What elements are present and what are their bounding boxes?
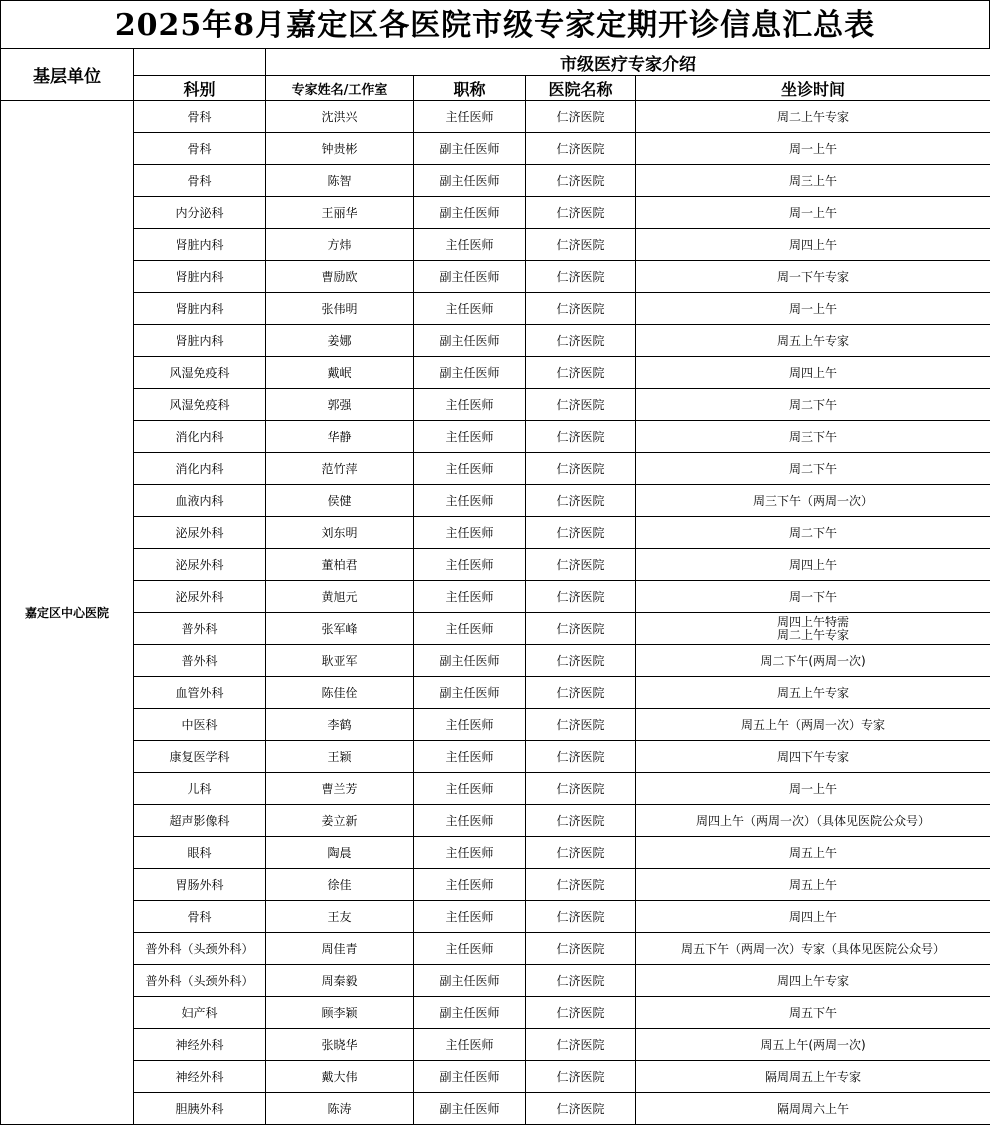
- dept-cell: 胃肠外科: [134, 869, 266, 901]
- page-title: 2025年8月嘉定区各医院市级专家定期开诊信息汇总表: [0, 0, 990, 48]
- rank-cell: 主任医师: [414, 613, 526, 645]
- clinic-time-cell: 周四上午: [636, 229, 990, 261]
- hospital-cell: 仁济医院: [526, 325, 636, 357]
- expert-name-cell: 陈涛: [266, 1093, 414, 1125]
- dept-cell: 骨科: [134, 901, 266, 933]
- hospital-cell: 仁济医院: [526, 517, 636, 549]
- dept-cell: 中医科: [134, 709, 266, 741]
- table-row: [1, 229, 990, 261]
- expert-name-cell: 王友: [266, 901, 414, 933]
- rank-cell: 副主任医师: [414, 645, 526, 677]
- dept-cell: 眼科: [134, 837, 266, 869]
- clinic-time-cell: 周四上午（两周一次）（具体见医院公众号）: [636, 805, 990, 837]
- table-row: [1, 741, 990, 773]
- table-row: [1, 1093, 990, 1125]
- rank-cell: 副主任医师: [414, 997, 526, 1029]
- rank-cell: 副主任医师: [414, 1093, 526, 1125]
- table-row: [1, 549, 990, 581]
- rank-cell: 副主任医师: [414, 325, 526, 357]
- dept-cell: 肾脏内科: [134, 229, 266, 261]
- expert-name-cell: 张军峰: [266, 613, 414, 645]
- table-row: [1, 869, 990, 901]
- rank-cell: 主任医师: [414, 805, 526, 837]
- hospital-cell: 仁济医院: [526, 773, 636, 805]
- rank-cell: 主任医师: [414, 709, 526, 741]
- dept-cell: 肾脏内科: [134, 325, 266, 357]
- dept-cell: 普外科: [134, 645, 266, 677]
- table-row: [1, 677, 990, 709]
- rank-cell: 主任医师: [414, 1029, 526, 1061]
- clinic-time-cell: 周五上午专家: [636, 677, 990, 709]
- table-row: [1, 933, 990, 965]
- dept-cell: 神经外科: [134, 1061, 266, 1093]
- table-row: [1, 1061, 990, 1093]
- dept-cell: 风湿免疫科: [134, 357, 266, 389]
- table-row: [1, 613, 990, 645]
- table-row: [1, 837, 990, 869]
- dept-cell: 普外科: [134, 613, 266, 645]
- rank-cell: 主任医师: [414, 421, 526, 453]
- table-row: [1, 197, 990, 229]
- hospital-cell: 仁济医院: [526, 613, 636, 645]
- hospital-cell: 仁济医院: [526, 1029, 636, 1061]
- clinic-time-cell: 周三下午（两周一次）: [636, 485, 990, 517]
- hospital-cell: 仁济医院: [526, 485, 636, 517]
- hospital-cell: 仁济医院: [526, 965, 636, 997]
- rank-cell: 主任医师: [414, 901, 526, 933]
- rank-cell: 主任医师: [414, 101, 526, 133]
- clinic-time-line: 周二上午专家: [776, 627, 849, 642]
- dept-cell: 泌尿外科: [134, 549, 266, 581]
- hospital-cell: 仁济医院: [526, 261, 636, 293]
- table-row: [1, 645, 990, 677]
- table-row: [1, 133, 990, 165]
- clinic-time-cell: 周三上午: [636, 165, 990, 197]
- hospital-cell: 仁济医院: [526, 805, 636, 837]
- expert-name-cell: 徐佳: [266, 869, 414, 901]
- expert-name-cell: 王颖: [266, 741, 414, 773]
- table-row: [1, 325, 990, 357]
- rank-cell: 副主任医师: [414, 1061, 526, 1093]
- expert-name-cell: 张晓华: [266, 1029, 414, 1061]
- expert-name-cell: 陈佳佺: [266, 677, 414, 709]
- hospital-cell: 仁济医院: [526, 357, 636, 389]
- expert-name-cell: 黄旭元: [266, 581, 414, 613]
- clinic-time-cell: 周二上午专家: [636, 101, 990, 133]
- clinic-time-cell: 周五上午专家: [636, 325, 990, 357]
- hospital-cell: 仁济医院: [526, 101, 636, 133]
- clinic-time-cell: 隔周周六上午: [636, 1093, 990, 1125]
- expert-schedule-table: [0, 48, 990, 1125]
- header-hospital: 医院名称: [526, 76, 636, 101]
- dept-cell: 血液内科: [134, 485, 266, 517]
- expert-name-cell: 戴大伟: [266, 1061, 414, 1093]
- rank-cell: 主任医师: [414, 517, 526, 549]
- hospital-cell: 仁济医院: [526, 1093, 636, 1125]
- expert-name-cell: 侯健: [266, 485, 414, 517]
- expert-name-cell: 曹兰芳: [266, 773, 414, 805]
- clinic-time-cell: 周一下午: [636, 581, 990, 613]
- table-body: [1, 101, 990, 1125]
- table-row: [1, 165, 990, 197]
- expert-name-cell: 董柏君: [266, 549, 414, 581]
- rank-cell: 副主任医师: [414, 261, 526, 293]
- table-row: [1, 293, 990, 325]
- dept-cell: 消化内科: [134, 453, 266, 485]
- expert-name-cell: 方炜: [266, 229, 414, 261]
- expert-name-cell: 陶晨: [266, 837, 414, 869]
- clinic-time-cell: 周四上午: [636, 357, 990, 389]
- hospital-cell: 仁济医院: [526, 421, 636, 453]
- table-row: [1, 997, 990, 1029]
- expert-name-cell: 曹励欧: [266, 261, 414, 293]
- rank-cell: 副主任医师: [414, 965, 526, 997]
- dept-cell: 超声影像科: [134, 805, 266, 837]
- clinic-time-cell: 周四上午: [636, 901, 990, 933]
- clinic-time-cell: 周五上午(两周一次): [636, 1029, 990, 1061]
- expert-name-cell: 华静: [266, 421, 414, 453]
- table-row: [1, 453, 990, 485]
- hospital-cell: 仁济医院: [526, 645, 636, 677]
- dept-cell: 儿科: [134, 773, 266, 805]
- hospital-cell: 仁济医院: [526, 677, 636, 709]
- rank-cell: 主任医师: [414, 933, 526, 965]
- expert-name-cell: 沈洪兴: [266, 101, 414, 133]
- rank-cell: 主任医师: [414, 453, 526, 485]
- header-time: 坐诊时间: [636, 76, 990, 101]
- expert-name-cell: 周秦毅: [266, 965, 414, 997]
- expert-name-cell: 姜立新: [266, 805, 414, 837]
- expert-name-cell: 耿亚军: [266, 645, 414, 677]
- dept-cell: 肾脏内科: [134, 293, 266, 325]
- expert-name-cell: 陈智: [266, 165, 414, 197]
- dept-cell: 骨科: [134, 101, 266, 133]
- header-rank: 职称: [414, 76, 526, 101]
- table-row: [1, 389, 990, 421]
- table-row: [1, 421, 990, 453]
- expert-name-cell: 李鹤: [266, 709, 414, 741]
- header-dept: 科别: [134, 76, 266, 101]
- rank-cell: 副主任医师: [414, 197, 526, 229]
- rank-cell: 主任医师: [414, 293, 526, 325]
- header-name: 专家姓名/工作室: [266, 76, 414, 101]
- clinic-time-cell: 周四下午专家: [636, 741, 990, 773]
- table-row: [1, 1029, 990, 1061]
- rank-cell: 主任医师: [414, 229, 526, 261]
- dept-cell: 消化内科: [134, 421, 266, 453]
- hospital-cell: 仁济医院: [526, 869, 636, 901]
- hospital-cell: 仁济医院: [526, 901, 636, 933]
- expert-name-cell: 周佳青: [266, 933, 414, 965]
- hospital-cell: 仁济医院: [526, 229, 636, 261]
- clinic-time-cell: 周一上午: [636, 293, 990, 325]
- table-row: [1, 485, 990, 517]
- clinic-time-cell: 周二下午(两周一次): [636, 645, 990, 677]
- rank-cell: 主任医师: [414, 485, 526, 517]
- hospital-cell: 仁济医院: [526, 933, 636, 965]
- clinic-time-cell: 周五上午: [636, 869, 990, 901]
- table-row: [1, 261, 990, 293]
- hospital-cell: 仁济医院: [526, 197, 636, 229]
- table-row: [1, 517, 990, 549]
- clinic-time-line: 周四上午特需: [776, 614, 849, 629]
- table-row: [1, 581, 990, 613]
- clinic-time-cell: [636, 613, 990, 645]
- dept-cell: 康复医学科: [134, 741, 266, 773]
- dept-cell: 泌尿外科: [134, 517, 266, 549]
- hospital-cell: 仁济医院: [526, 741, 636, 773]
- hospital-cell: 仁济医院: [526, 133, 636, 165]
- hospital-cell: 仁济医院: [526, 453, 636, 485]
- dept-cell: 泌尿外科: [134, 581, 266, 613]
- hospital-cell: 仁济医院: [526, 837, 636, 869]
- table-row: [1, 709, 990, 741]
- rank-cell: 主任医师: [414, 741, 526, 773]
- rank-cell: 主任医师: [414, 869, 526, 901]
- header-unit: 基层单位: [1, 49, 134, 101]
- rank-cell: 副主任医师: [414, 357, 526, 389]
- dept-cell: 妇产科: [134, 997, 266, 1029]
- rank-cell: 副主任医师: [414, 133, 526, 165]
- clinic-time-cell: 周一下午专家: [636, 261, 990, 293]
- dept-cell: 内分泌科: [134, 197, 266, 229]
- clinic-time-cell: 周五上午（两周一次）专家: [636, 709, 990, 741]
- table-row: [1, 773, 990, 805]
- dept-cell: 骨科: [134, 165, 266, 197]
- clinic-time-cell: 周五上午: [636, 837, 990, 869]
- dept-cell: 肾脏内科: [134, 261, 266, 293]
- clinic-time-cell: 周四上午: [636, 549, 990, 581]
- hospital-cell: 仁济医院: [526, 549, 636, 581]
- rank-cell: 主任医师: [414, 581, 526, 613]
- hospital-cell: 仁济医院: [526, 1061, 636, 1093]
- table-row: [1, 901, 990, 933]
- clinic-time-cell: 周三下午: [636, 421, 990, 453]
- table-row: [1, 805, 990, 837]
- hospital-cell: 仁济医院: [526, 997, 636, 1029]
- unit-name-cell: 嘉定区中心医院: [1, 101, 134, 1125]
- clinic-time-cell: 周一上午: [636, 773, 990, 805]
- expert-name-cell: 刘东明: [266, 517, 414, 549]
- rank-cell: 主任医师: [414, 389, 526, 421]
- hospital-cell: 仁济医院: [526, 581, 636, 613]
- dept-cell: 骨科: [134, 133, 266, 165]
- clinic-time-cell: 周一上午: [636, 133, 990, 165]
- dept-cell: 普外科（头颈外科）: [134, 933, 266, 965]
- dept-cell: 神经外科: [134, 1029, 266, 1061]
- clinic-time-cell: 隔周周五上午专家: [636, 1061, 990, 1093]
- expert-name-cell: 郭强: [266, 389, 414, 421]
- hospital-cell: 仁济医院: [526, 165, 636, 197]
- header-blank: [134, 49, 266, 76]
- rank-cell: 主任医师: [414, 773, 526, 805]
- expert-name-cell: 王丽华: [266, 197, 414, 229]
- rank-cell: 主任医师: [414, 549, 526, 581]
- clinic-time-cell: 周四上午专家: [636, 965, 990, 997]
- dept-cell: 血管外科: [134, 677, 266, 709]
- expert-name-cell: 姜娜: [266, 325, 414, 357]
- table-row: [1, 357, 990, 389]
- clinic-time-cell: 周五下午: [636, 997, 990, 1029]
- rank-cell: 主任医师: [414, 837, 526, 869]
- clinic-time-cell: 周二下午: [636, 517, 990, 549]
- dept-cell: 风湿免疫科: [134, 389, 266, 421]
- dept-cell: 普外科（头颈外科）: [134, 965, 266, 997]
- hospital-cell: 仁济医院: [526, 389, 636, 421]
- table-row: [1, 965, 990, 997]
- header-group: 市级医疗专家介绍: [266, 49, 990, 76]
- hospital-cell: 仁济医院: [526, 293, 636, 325]
- dept-cell: 胆胰外科: [134, 1093, 266, 1125]
- rank-cell: 副主任医师: [414, 677, 526, 709]
- clinic-time-cell: 周二下午: [636, 389, 990, 421]
- clinic-time-cell: 周五下午（两周一次）专家（具体见医院公众号）: [636, 933, 990, 965]
- expert-name-cell: 戴岷: [266, 357, 414, 389]
- expert-name-cell: 顾李颖: [266, 997, 414, 1029]
- clinic-time-cell: 周二下午: [636, 453, 990, 485]
- clinic-time-cell: 周一上午: [636, 197, 990, 229]
- expert-name-cell: 范竹萍: [266, 453, 414, 485]
- expert-name-cell: 张伟明: [266, 293, 414, 325]
- hospital-cell: 仁济医院: [526, 709, 636, 741]
- rank-cell: 副主任医师: [414, 165, 526, 197]
- table-row: [1, 101, 990, 133]
- expert-name-cell: 钟贵彬: [266, 133, 414, 165]
